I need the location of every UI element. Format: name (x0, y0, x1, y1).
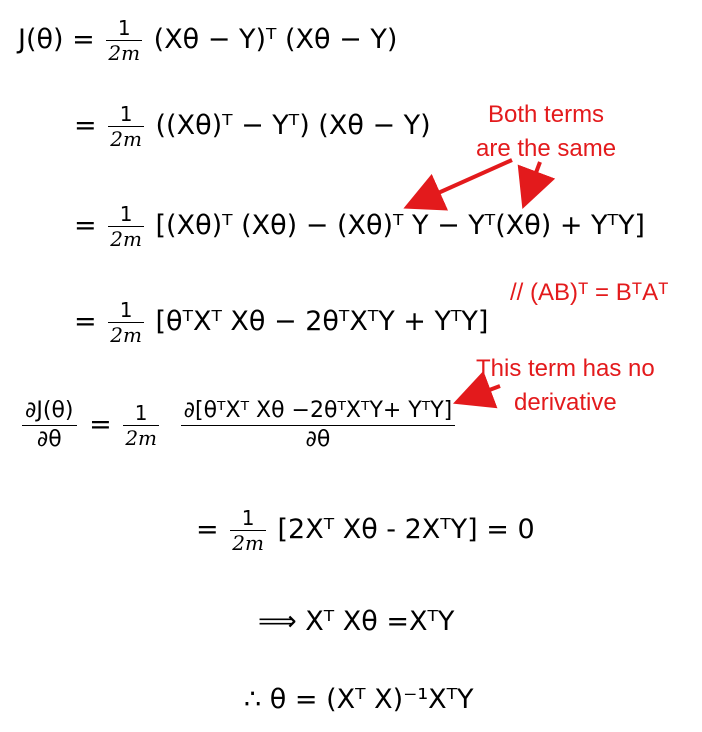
annotation-transpose-rule: // (AB)ᵀ = BᵀAᵀ (510, 279, 669, 306)
eq4-rhs: [θᵀXᵀ Xθ − 2θᵀXᵀY + YᵀY] (155, 306, 489, 337)
eq1-fraction: $\frac{1}{2m}$ (108, 16, 141, 65)
eq6-lhs: = (196, 514, 219, 545)
eq7-text: ⟹ Xᵀ Xθ =XᵀY (258, 606, 455, 637)
eq2-rhs: ((Xθ)ᵀ − Yᵀ) (Xθ − Y) (155, 110, 431, 141)
eq6-rhs: [2Xᵀ Xθ - 2XᵀY] = 0 (277, 514, 535, 545)
derivative-lhs-fraction: $\frac{\partial J(\theta)}{\partial\theta}$ (22, 400, 77, 451)
eq4-lhs: = (74, 306, 97, 337)
arrow-to-second-term (528, 162, 540, 194)
eq5-fraction: $\frac{1}{2m}$ (125, 401, 158, 450)
eq2-fraction: $\frac{1}{2m}$ (110, 102, 142, 151)
arrow-to-first-term (418, 160, 512, 202)
eq8-text: ∴ θ = (Xᵀ X)⁻¹XᵀY (244, 684, 474, 715)
derivative-rhs-fraction: $\frac{\text{∂[θᵀXᵀ Xθ −2θᵀXᵀY+ YᵀY]}}{\partial\theta}$ (181, 400, 456, 451)
eq3-lhs: = (74, 210, 97, 241)
eq2-lhs: = (74, 110, 97, 141)
eq5-equals: = (89, 409, 112, 440)
eq1-rhs: (Xθ − Y)ᵀ (Xθ − Y) (153, 24, 398, 55)
annotation-both-terms: Both terms are the same (476, 101, 617, 162)
eq4-fraction: $\frac{1}{2m}$ (110, 298, 142, 347)
eq3-rhs: [(Xθ)ᵀ (Xθ) − (Xθ)ᵀ Y − Yᵀ(Xθ) + YᵀY] (155, 210, 645, 241)
annotation-no-derivative: This term has no derivative (476, 355, 655, 416)
eq3-fraction: $\frac{1}{2m}$ (110, 202, 142, 251)
eq6-fraction: $\frac{1}{2m}$ (232, 506, 264, 555)
arrow-to-constant-term (468, 386, 500, 398)
eq1-lhs: J(θ) = (18, 24, 95, 55)
